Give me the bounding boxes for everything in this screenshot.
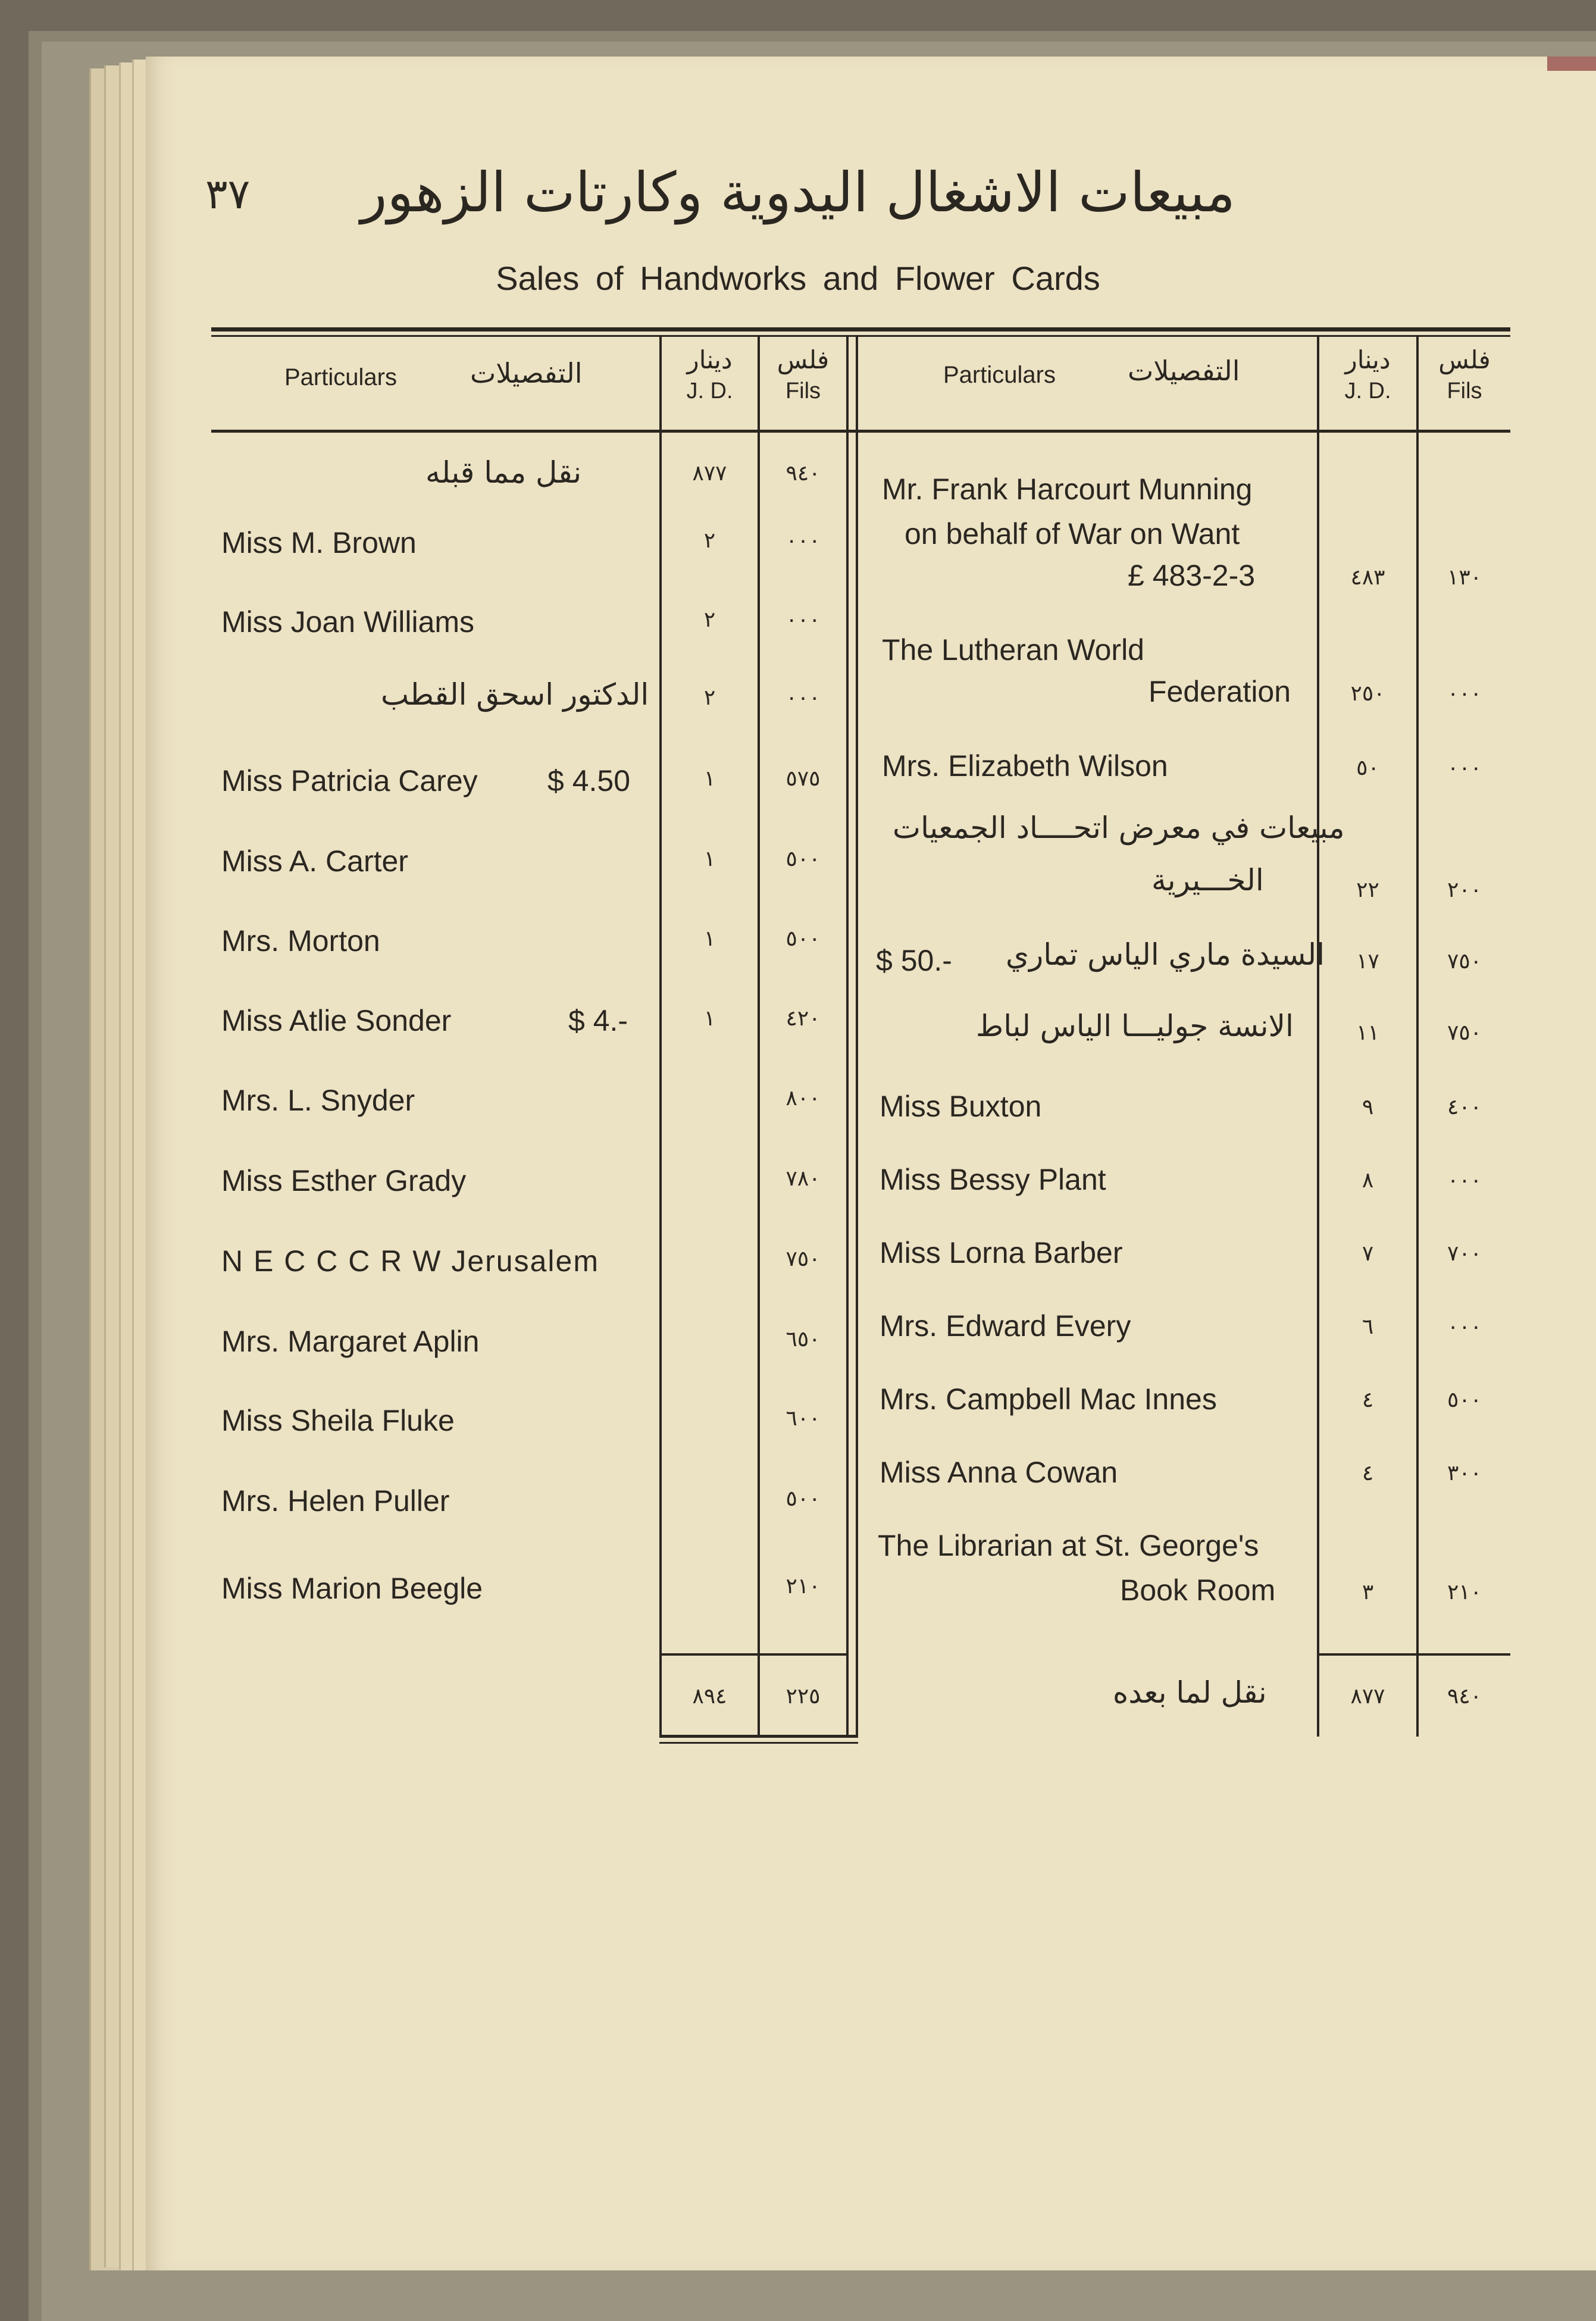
- left-row-12-name: Miss Sheila Fluke: [221, 1404, 455, 1437]
- right-row-3-jd: ٢٢: [1356, 878, 1379, 902]
- left-row-13-name: Mrs. Helen Puller: [221, 1484, 450, 1518]
- right-row-6-fils: ٤٠٠: [1447, 1095, 1482, 1119]
- header-jd: [1319, 344, 1416, 406]
- right-row-12-line-1: The Librarian at St. George's: [878, 1529, 1259, 1562]
- header-fils-arabic: فلس: [777, 345, 830, 374]
- page-title-english: Sales of Handworks and Flower Cards: [496, 259, 1100, 297]
- right-row-9-jd: ٦: [1362, 1315, 1374, 1339]
- right-row-12-fils: ٢١٠: [1447, 1580, 1482, 1604]
- header-rule: [211, 430, 1510, 433]
- left-row-5-jd: ١: [703, 847, 716, 871]
- left-row-11-name: Mrs. Margaret Aplin: [221, 1325, 480, 1358]
- left-row-6-jd: ١: [703, 927, 716, 951]
- carried-forward-label: نقل لما بعده: [1113, 1675, 1267, 1710]
- page-title-arabic: مبيعات الاشغال اليدوية وكارتات الزهور: [361, 161, 1235, 224]
- right-total-jd: ٨٧٧: [1350, 1684, 1385, 1709]
- right-row-8-jd: ٧: [1362, 1241, 1374, 1266]
- left-row-4-amount: $ 4.50: [547, 764, 631, 797]
- right-row-3-line-2-arabic: الخـــيرية: [1151, 863, 1264, 897]
- left-row-2-jd: ٢: [703, 608, 716, 632]
- header-jd-arabic: دينار: [1345, 345, 1391, 374]
- right-row-11-line-1: Miss Anna Cowan: [880, 1456, 1118, 1489]
- right-row-4-jd: ١٧: [1356, 949, 1379, 974]
- right-row-2-fils: ٠٠٠: [1447, 756, 1482, 780]
- left-row-3-jd: ٢: [703, 686, 716, 710]
- subtotal-rule: [659, 1653, 847, 1656]
- right-row-9-line-1: Mrs. Edward Every: [880, 1309, 1131, 1343]
- right-row-7-line-1: Miss Bessy Plant: [880, 1163, 1106, 1196]
- right-row-10-line-1: Mrs. Campbell Mac Innes: [880, 1382, 1217, 1416]
- right-row-1-jd: ٢٥٠: [1350, 681, 1385, 706]
- top-rule-thin: [211, 335, 1510, 337]
- left-row-7-amount: $ 4.-: [568, 1004, 628, 1037]
- right-row-2-jd: ٥٠: [1356, 756, 1379, 780]
- header-jd-arabic: دينار: [687, 345, 733, 374]
- header-particulars: Particulars: [943, 362, 1056, 388]
- column-rule: [846, 337, 849, 1737]
- left-row-14-fils: ٢١٠: [786, 1574, 821, 1599]
- right-row-10-fils: ٥٠٠: [1447, 1388, 1482, 1412]
- header-fils: [1419, 344, 1510, 406]
- right-row-2-line-1: Mrs. Elizabeth Wilson: [882, 749, 1168, 783]
- right-row-8-fils: ٧٠٠: [1447, 1241, 1482, 1266]
- right-row-0-jd: ٤٨٣: [1350, 565, 1385, 590]
- left-row-7-fils: ٤٢٠: [786, 1006, 821, 1031]
- header-fils-arabic: فلس: [1438, 345, 1491, 374]
- left-row-1-fils: ٠٠٠: [786, 528, 821, 553]
- left-row-8-fils: ٨٠٠: [786, 1086, 821, 1111]
- right-row-5-fils: ٧٥٠: [1447, 1021, 1482, 1045]
- right-total-fils: ٩٤٠: [1447, 1684, 1482, 1709]
- right-row-4-name-arabic: السيدة ماري الياس تماري: [1006, 937, 1325, 972]
- left-row-1-jd: ٢: [703, 528, 716, 553]
- left-total-jd: ٨٩٤: [692, 1684, 727, 1709]
- left-row-9-name: Miss Esther Grady: [221, 1164, 467, 1197]
- left-row-4-jd: ١: [703, 767, 716, 791]
- header-particulars-arabic: التفصيلات: [470, 357, 583, 389]
- header-particulars: Particulars: [284, 364, 397, 390]
- left-row-10-name: N E C C C R W Jerusalem: [221, 1244, 599, 1278]
- left-row-10-fils: ٧٥٠: [786, 1247, 821, 1271]
- right-row-11-jd: ٤: [1362, 1461, 1374, 1485]
- right-row-10-jd: ٤: [1362, 1388, 1374, 1412]
- top-rule: [211, 327, 1510, 331]
- left-row-3-fils: ٠٠٠: [786, 686, 821, 710]
- right-row-0-line-3: £ 483-2-3: [1128, 559, 1256, 592]
- right-row-4-fils: ٧٥٠: [1447, 949, 1482, 974]
- right-row-5-jd: ١١: [1356, 1021, 1379, 1045]
- binding-mark: [1547, 57, 1596, 71]
- right-row-3-fils: ٢٠٠: [1447, 878, 1482, 902]
- total-rule: [659, 1742, 858, 1744]
- left-row-0-jd: ٨٧٧: [692, 461, 727, 486]
- right-row-0-line-2: on behalf of War on Want: [905, 517, 1240, 550]
- left-row-0-name-arabic: نقل مما قبله: [425, 455, 582, 490]
- right-row-0-line-1: Mr. Frank Harcourt Munning: [882, 473, 1253, 506]
- left-row-11-fils: ٦٥٠: [786, 1327, 821, 1352]
- right-row-12-line-2: Book Room: [1120, 1574, 1276, 1607]
- left-row-4-name: Miss Patricia Carey: [221, 764, 478, 797]
- left-row-5-name: Miss A. Carter: [221, 844, 408, 878]
- right-row-1-line-1: The Lutheran World: [882, 633, 1144, 667]
- left-row-14-name: Miss Marion Beegle: [221, 1572, 483, 1605]
- right-row-7-jd: ٨: [1362, 1168, 1374, 1193]
- right-row-0-fils: ١٣٠: [1447, 565, 1482, 590]
- left-row-9-fils: ٧٨٠: [786, 1166, 821, 1191]
- left-row-6-fils: ٥٠٠: [786, 927, 821, 951]
- right-row-6-line-1: Miss Buxton: [880, 1090, 1042, 1123]
- right-row-12-jd: ٣: [1362, 1580, 1374, 1604]
- left-row-2-fils: ٠٠٠: [786, 608, 821, 632]
- left-row-3-name-arabic: الدكتور اسحق القطب: [381, 677, 649, 712]
- subtotal-rule: [1317, 1653, 1510, 1656]
- right-row-4-amount: $ 50.-: [876, 944, 952, 977]
- left-row-1-name: Miss M. Brown: [221, 526, 417, 559]
- header-jd-english: J. D.: [1344, 379, 1391, 403]
- header-particulars-arabic: التفصيلات: [1128, 355, 1240, 387]
- left-row-4-fils: ٥٧٥: [786, 767, 821, 791]
- left-row-2-name: Miss Joan Williams: [221, 605, 475, 639]
- left-total-fils: ٢٢٥: [786, 1684, 821, 1709]
- right-row-1-line-2: Federation: [1149, 675, 1291, 708]
- right-row-7-fils: ٠٠٠: [1447, 1168, 1482, 1193]
- right-row-1-fils: ٠٠٠: [1447, 681, 1482, 706]
- right-row-6-jd: ٩: [1362, 1095, 1374, 1119]
- left-row-5-fils: ٥٠٠: [786, 847, 821, 871]
- left-row-13-fils: ٥٠٠: [786, 1487, 821, 1511]
- left-row-0-fils: ٩٤٠: [786, 461, 821, 486]
- right-row-3-line-1-arabic: مبيعات في معرض اتحــــاد الجمعيات: [893, 811, 1345, 845]
- right-row-8-line-1: Miss Lorna Barber: [880, 1236, 1123, 1269]
- header-fils-english: Fils: [1447, 379, 1482, 403]
- right-row-5-name-arabic: الانسة جوليـــا الياس لباط: [976, 1009, 1294, 1043]
- right-row-11-fils: ٣٠٠: [1447, 1461, 1482, 1485]
- header-jd: [662, 344, 758, 406]
- left-row-7-name: Miss Atlie Sonder: [221, 1004, 452, 1037]
- left-row-8-name: Mrs. L. Snyder: [221, 1084, 415, 1117]
- header-fils-english: Fils: [785, 379, 821, 403]
- header-jd-english: J. D.: [686, 379, 733, 403]
- header-fils: [760, 344, 846, 406]
- page-number: ٣٧: [205, 170, 251, 218]
- right-row-9-fils: ٠٠٠: [1447, 1315, 1482, 1339]
- left-row-12-fils: ٦٠٠: [786, 1406, 821, 1431]
- left-row-6-name: Mrs. Morton: [221, 924, 380, 958]
- total-rule: [659, 1735, 858, 1738]
- column-rule: [856, 337, 858, 1737]
- left-row-7-jd: ١: [703, 1006, 716, 1031]
